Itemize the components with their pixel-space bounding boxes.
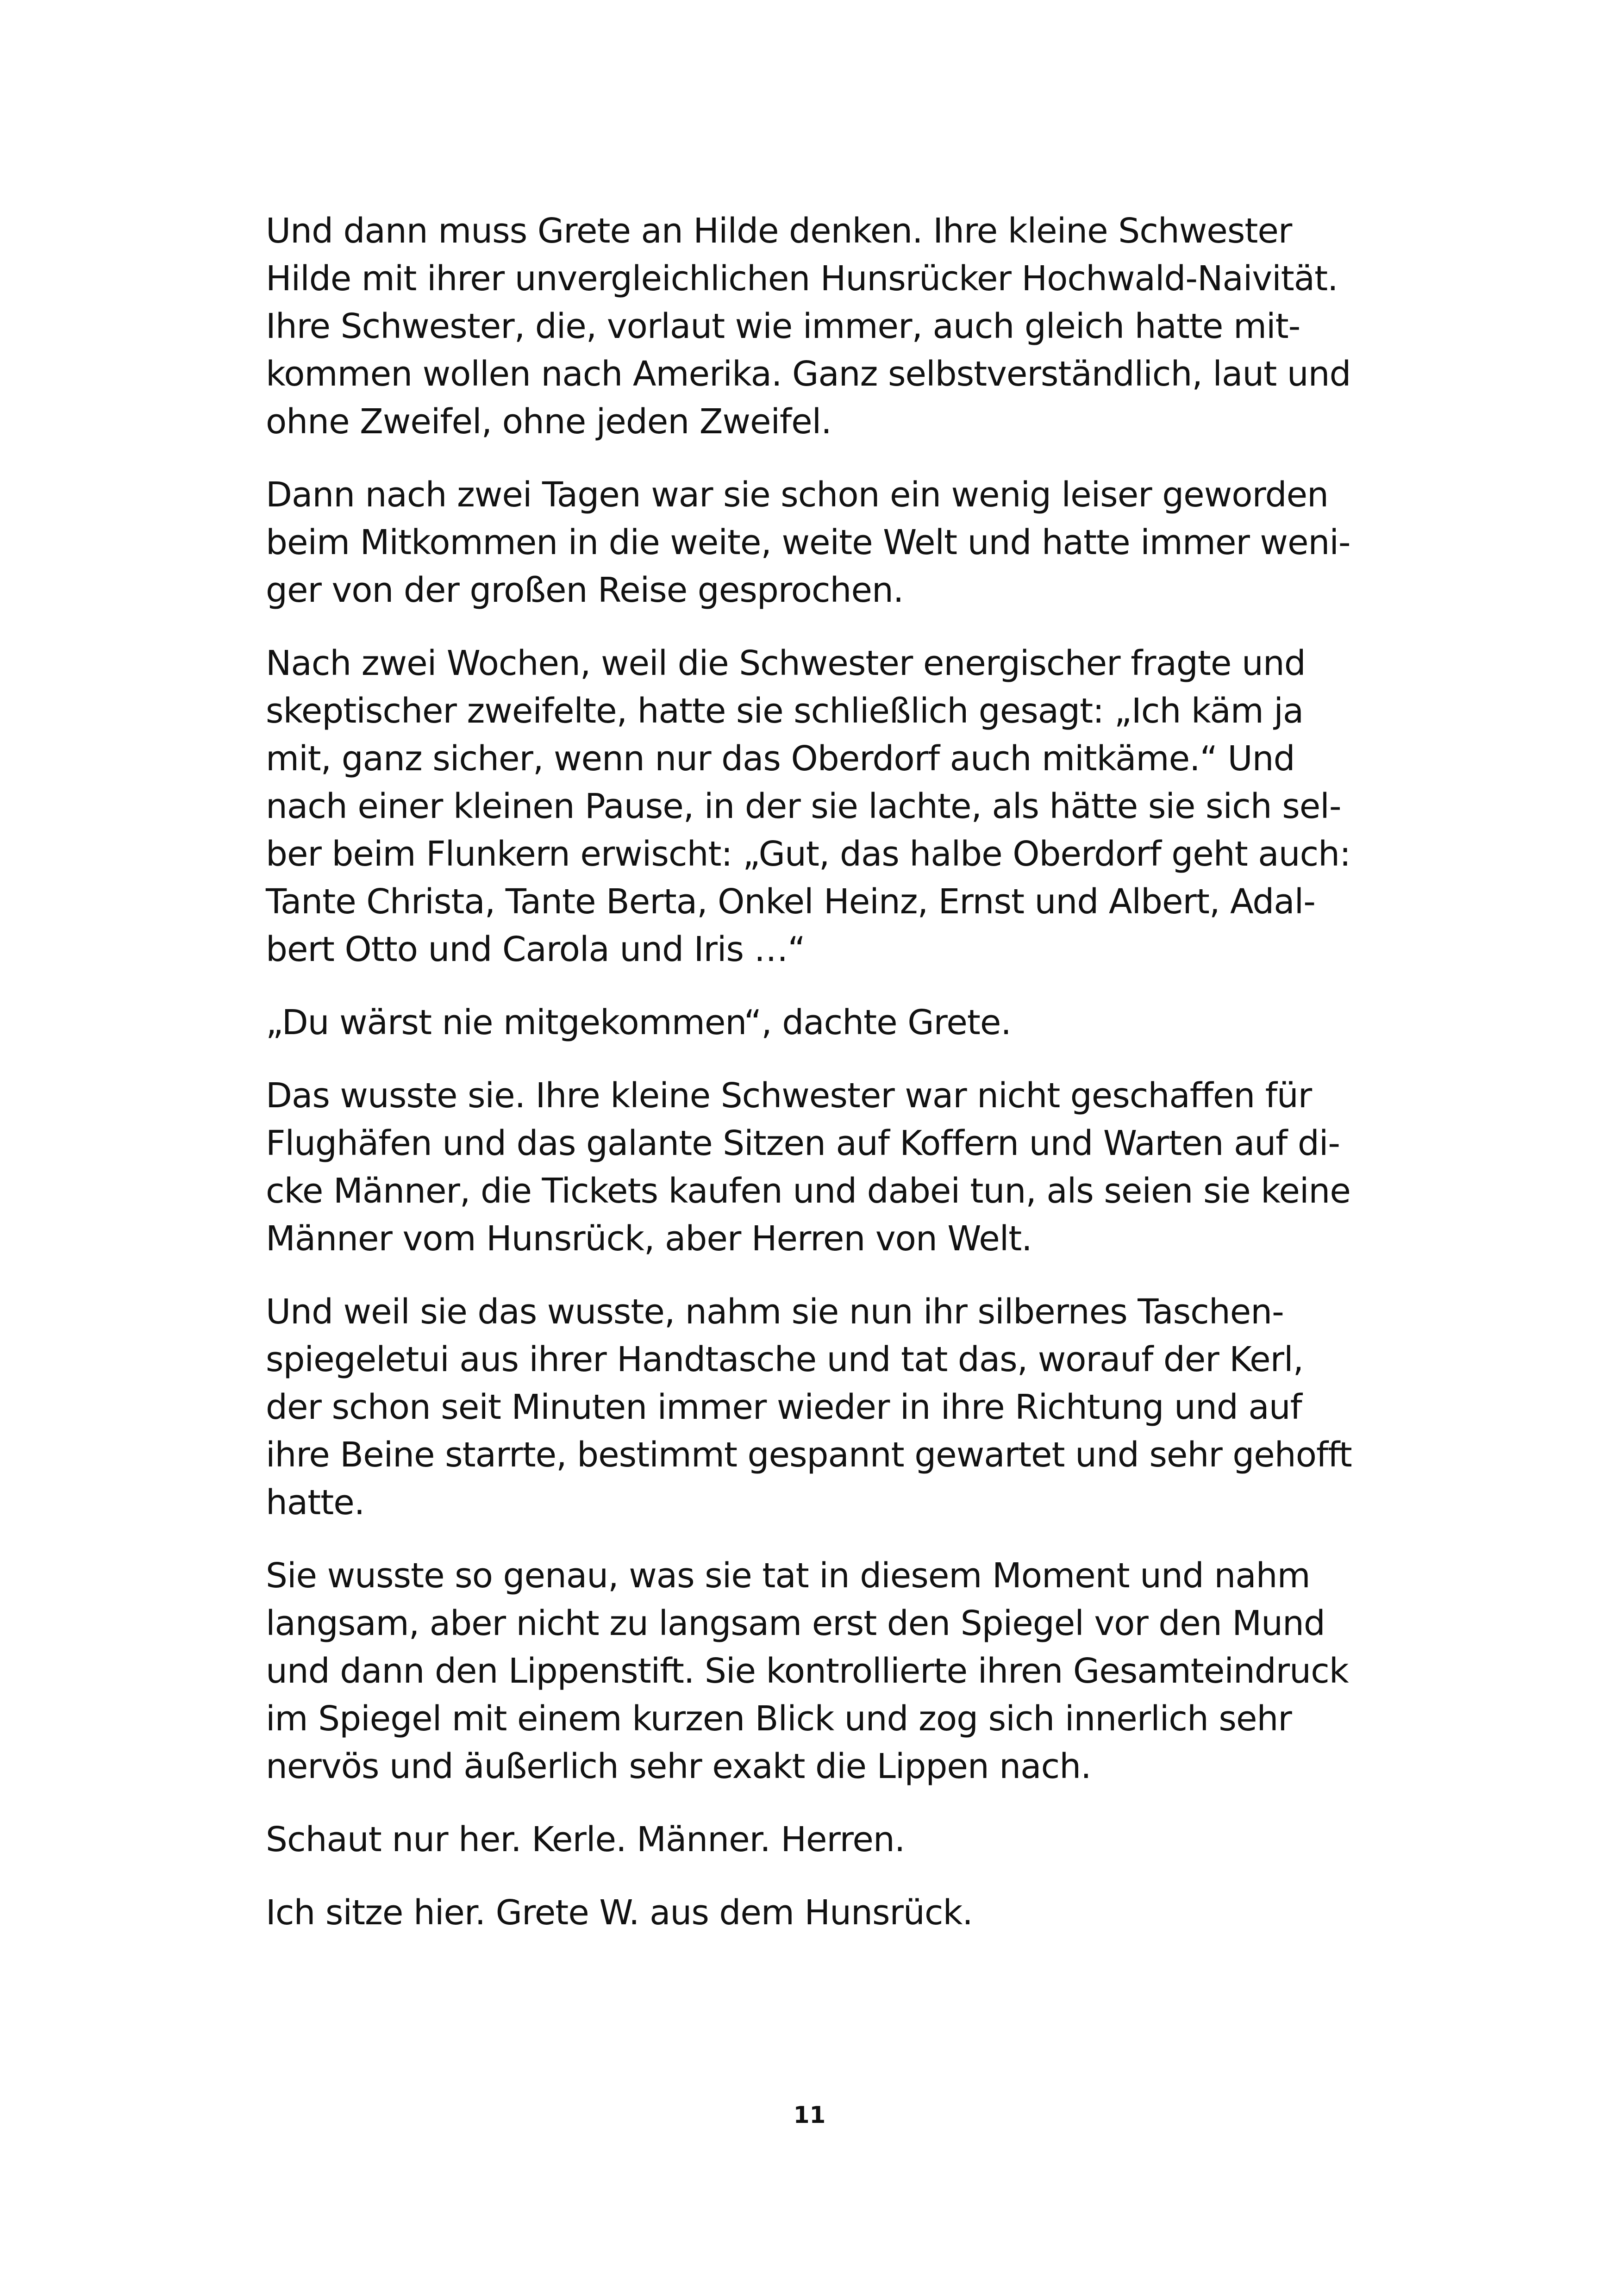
text-line: kommen wollen nach Amerika. Ganz selbstverständlich, laut und	[266, 354, 1351, 394]
paragraph-1	[266, 207, 1432, 446]
text-line: Dann nach zwei Tagen war sie schon ein wenig leiser geworden	[266, 475, 1329, 515]
text-line: bert Otto und Carola und Iris …“	[266, 930, 805, 969]
text-line: Flughäfen und das galante Sitzen auf Koffern und Warten auf di-	[266, 1123, 1340, 1163]
text-line: ger von der großen Reise gesprochen.	[266, 570, 904, 610]
paragraph-3	[266, 640, 1432, 973]
text-line: Hilde mit ihrer unvergleichlichen Hunsrücker Hochwald-Naivität.	[266, 259, 1338, 299]
text-line: ihre Beine starrte, bestimmt gespannt gewartet und sehr gehofft	[266, 1435, 1352, 1475]
text-line: skeptischer zweifelte, hatte sie schließlich gesagt: „Ich käm ja	[266, 691, 1304, 731]
text-line: ohne Zweifel, ohne jeden Zweifel.	[266, 402, 831, 442]
text-line: spiegeletui aus ihrer Handtasche und tat das, worauf der Kerl,	[266, 1340, 1304, 1379]
text-line: und dann den Lippenstift. Sie kontrollierte ihren Gesamteindruck	[266, 1651, 1349, 1691]
text-line: Tante Christa, Tante Berta, Onkel Heinz, Ernst und Albert, Adal-	[266, 882, 1315, 922]
text-line: beim Mitkommen in die weite, weite Welt und hatte immer weni-	[266, 523, 1350, 562]
text-line: nervös und äußerlich sehr exakt die Lippen nach.	[266, 1747, 1091, 1786]
text-line: Ich sitze hier. Grete W. aus dem Hunsrück.	[266, 1893, 973, 1933]
page-number: 11	[793, 2102, 826, 2128]
text-line: mit, ganz sicher, wenn nur das Oberdorf auch mitkäme.“ Und	[266, 739, 1295, 779]
text-line: nach einer kleinen Pause, in der sie lachte, als hätte sie sich sel-	[266, 786, 1341, 826]
text-line: cke Männer, die Tickets kaufen und dabei tun, als seien sie keine	[266, 1171, 1350, 1211]
text-line: Ihre Schwester, die, vorlaut wie immer, auch gleich hatte mit-	[266, 306, 1300, 346]
paragraph-9	[266, 1889, 1432, 1937]
paragraph-8	[266, 1816, 1432, 1864]
text-line: Männer vom Hunsrück, aber Herren von Welt.	[266, 1219, 1032, 1259]
paragraph-5	[266, 1072, 1432, 1263]
text-line: „Du wärst nie mitgekommen“, dachte Grete.	[266, 1003, 1011, 1042]
text-line: im Spiegel mit einem kurzen Blick und zog sich innerlich sehr	[266, 1699, 1292, 1739]
text-line: langsam, aber nicht zu langsam erst den Spiegel vor den Mund	[266, 1603, 1325, 1643]
text-line: Sie wusste so genau, was sie tat in diesem Moment und nahm	[266, 1556, 1310, 1596]
text-line: Und weil sie das wusste, nahm sie nun ihr silbernes Taschen-	[266, 1292, 1284, 1332]
paragraph-2	[266, 471, 1432, 614]
text-line: Schaut nur her. Kerle. Männer. Herren.	[266, 1820, 905, 1859]
text-line: der schon seit Minuten immer wieder in ihre Richtung und auf	[266, 1387, 1302, 1427]
body-text	[266, 207, 1432, 1962]
text-line: Das wusste sie. Ihre kleine Schwester war nicht geschaffen für	[266, 1076, 1312, 1116]
text-line: ber beim Flunkern erwischt: „Gut, das halbe Oberdorf geht auch:	[266, 834, 1351, 874]
text-line: Nach zwei Wochen, weil die Schwester energischer fragte und	[266, 643, 1306, 683]
text-line: hatte.	[266, 1483, 365, 1522]
paragraph-7	[266, 1552, 1432, 1791]
text-line: Und dann muss Grete an Hilde denken. Ihre kleine Schwester	[266, 211, 1292, 251]
paragraph-4	[266, 999, 1432, 1047]
paragraph-6	[266, 1288, 1432, 1527]
